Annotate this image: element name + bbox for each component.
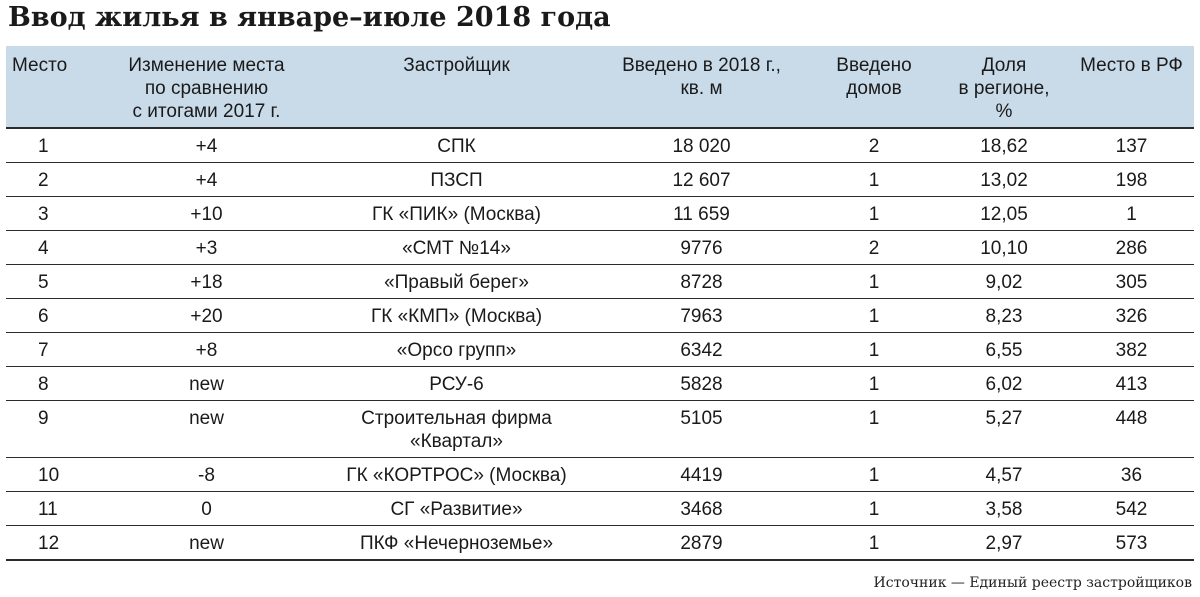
cell-houses: 2 bbox=[809, 128, 939, 163]
cell-place-change: +4 bbox=[94, 163, 319, 197]
cell-place-change: +20 bbox=[94, 299, 319, 333]
cell-place: 2 bbox=[6, 163, 94, 197]
cell-region-share: 10,10 bbox=[939, 231, 1069, 265]
cell-region-share: 5,27 bbox=[939, 401, 1069, 458]
cell-region-share: 18,62 bbox=[939, 128, 1069, 163]
cell-region-share: 8,23 bbox=[939, 299, 1069, 333]
cell-developer: ПКФ «Нечерноземье» bbox=[319, 526, 594, 561]
cell-place: 10 bbox=[6, 458, 94, 492]
header-region-share: Доля в регионе, % bbox=[939, 46, 1069, 128]
cell-houses: 1 bbox=[809, 401, 939, 458]
cell-place: 6 bbox=[6, 299, 94, 333]
cell-place-change: new bbox=[94, 526, 319, 561]
header-place-change: Изменение места по сравнению с итогами 2017 г. bbox=[94, 46, 319, 128]
cell-place: 12 bbox=[6, 526, 94, 561]
cell-developer: ПЗСП bbox=[319, 163, 594, 197]
cell-place: 7 bbox=[6, 333, 94, 367]
cell-russia-place: 36 bbox=[1069, 458, 1194, 492]
cell-place: 8 bbox=[6, 367, 94, 401]
cell-place-change: +10 bbox=[94, 197, 319, 231]
table-row bbox=[6, 367, 1194, 401]
table-row bbox=[6, 526, 1194, 561]
cell-houses: 2 bbox=[809, 231, 939, 265]
housing-table bbox=[6, 46, 1194, 561]
cell-developer: ГК «КОРТРОС» (Москва) bbox=[319, 458, 594, 492]
cell-area-2018: 4419 bbox=[594, 458, 809, 492]
cell-place: 3 bbox=[6, 197, 94, 231]
table-row bbox=[6, 299, 1194, 333]
cell-russia-place: 1 bbox=[1069, 197, 1194, 231]
cell-developer: ГК «ПИК» (Москва) bbox=[319, 197, 594, 231]
cell-houses: 1 bbox=[809, 265, 939, 299]
cell-region-share: 2,97 bbox=[939, 526, 1069, 561]
cell-developer: «СМТ №14» bbox=[319, 231, 594, 265]
cell-developer: ГК «КМП» (Москва) bbox=[319, 299, 594, 333]
cell-region-share: 3,58 bbox=[939, 492, 1069, 526]
cell-russia-place: 137 bbox=[1069, 128, 1194, 163]
cell-area-2018: 8728 bbox=[594, 265, 809, 299]
cell-area-2018: 2879 bbox=[594, 526, 809, 561]
cell-area-2018: 6342 bbox=[594, 333, 809, 367]
source-note: Источник — Единый реестр застройщиков bbox=[873, 575, 1192, 591]
cell-area-2018: 7963 bbox=[594, 299, 809, 333]
table-row bbox=[6, 401, 1194, 458]
cell-area-2018: 11 659 bbox=[594, 197, 809, 231]
cell-place-change: +8 bbox=[94, 333, 319, 367]
cell-houses: 1 bbox=[809, 458, 939, 492]
cell-russia-place: 286 bbox=[1069, 231, 1194, 265]
cell-place-change: +4 bbox=[94, 128, 319, 163]
cell-developer: СГ «Развитие» bbox=[319, 492, 594, 526]
cell-area-2018: 3468 bbox=[594, 492, 809, 526]
cell-russia-place: 573 bbox=[1069, 526, 1194, 561]
table-row bbox=[6, 197, 1194, 231]
cell-place-change: -8 bbox=[94, 458, 319, 492]
cell-houses: 1 bbox=[809, 333, 939, 367]
cell-developer: «Орсо групп» bbox=[319, 333, 594, 367]
cell-place-change: new bbox=[94, 367, 319, 401]
cell-russia-place: 413 bbox=[1069, 367, 1194, 401]
table-title: Ввод жилья в январе–июле 2018 года bbox=[8, 2, 611, 33]
header-russia-place: Место в РФ bbox=[1069, 46, 1194, 128]
cell-houses: 1 bbox=[809, 197, 939, 231]
cell-region-share: 6,02 bbox=[939, 367, 1069, 401]
cell-place: 9 bbox=[6, 401, 94, 458]
cell-houses: 1 bbox=[809, 492, 939, 526]
cell-russia-place: 448 bbox=[1069, 401, 1194, 458]
cell-developer: СПК bbox=[319, 128, 594, 163]
cell-area-2018: 12 607 bbox=[594, 163, 809, 197]
cell-region-share: 6,55 bbox=[939, 333, 1069, 367]
header-area-2018: Введено в 2018 г., кв. м bbox=[594, 46, 809, 128]
cell-place-change: +3 bbox=[94, 231, 319, 265]
cell-houses: 1 bbox=[809, 367, 939, 401]
cell-russia-place: 326 bbox=[1069, 299, 1194, 333]
cell-place: 1 bbox=[6, 128, 94, 163]
cell-houses: 1 bbox=[809, 299, 939, 333]
cell-area-2018: 18 020 bbox=[594, 128, 809, 163]
table-row bbox=[6, 458, 1194, 492]
header-place: Место bbox=[6, 46, 94, 128]
cell-area-2018: 9776 bbox=[594, 231, 809, 265]
cell-russia-place: 382 bbox=[1069, 333, 1194, 367]
cell-place-change: 0 bbox=[94, 492, 319, 526]
table-row bbox=[6, 163, 1194, 197]
table-row bbox=[6, 265, 1194, 299]
cell-russia-place: 198 bbox=[1069, 163, 1194, 197]
cell-region-share: 9,02 bbox=[939, 265, 1069, 299]
table-row bbox=[6, 333, 1194, 367]
cell-developer: Строительная фирма «Квартал» bbox=[319, 401, 594, 458]
header-houses: Введено домов bbox=[809, 46, 939, 128]
cell-place: 11 bbox=[6, 492, 94, 526]
cell-russia-place: 305 bbox=[1069, 265, 1194, 299]
cell-russia-place: 542 bbox=[1069, 492, 1194, 526]
cell-area-2018: 5828 bbox=[594, 367, 809, 401]
cell-place: 4 bbox=[6, 231, 94, 265]
cell-place-change: new bbox=[94, 401, 319, 458]
cell-place-change: +18 bbox=[94, 265, 319, 299]
table-body bbox=[6, 128, 1194, 560]
cell-region-share: 12,05 bbox=[939, 197, 1069, 231]
header-developer: Застройщик bbox=[319, 46, 594, 128]
cell-houses: 1 bbox=[809, 163, 939, 197]
cell-place: 5 bbox=[6, 265, 94, 299]
table-row bbox=[6, 231, 1194, 265]
cell-region-share: 13,02 bbox=[939, 163, 1069, 197]
cell-area-2018: 5105 bbox=[594, 401, 809, 458]
cell-developer: РСУ-6 bbox=[319, 367, 594, 401]
cell-region-share: 4,57 bbox=[939, 458, 1069, 492]
table-row bbox=[6, 492, 1194, 526]
cell-developer: «Правый берег» bbox=[319, 265, 594, 299]
table-row bbox=[6, 128, 1194, 163]
cell-houses: 1 bbox=[809, 526, 939, 561]
table-header-row bbox=[6, 46, 1194, 128]
